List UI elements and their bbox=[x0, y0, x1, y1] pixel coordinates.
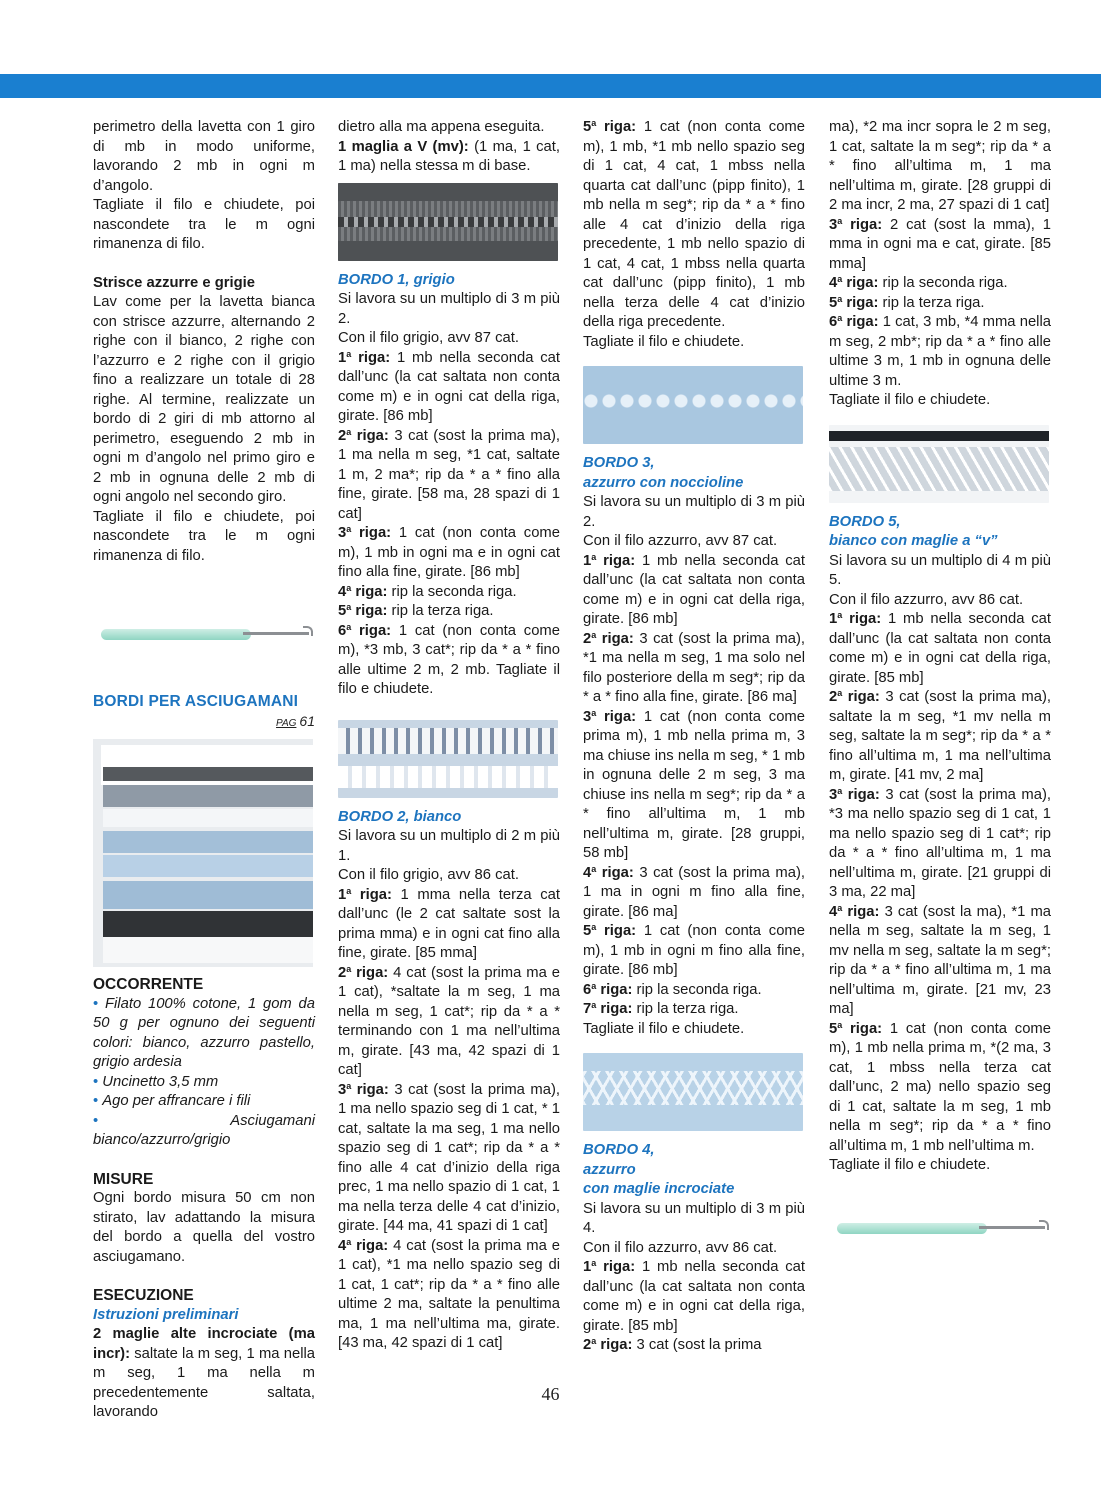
instruction-row bbox=[583, 708, 805, 864]
instruction-row bbox=[583, 1336, 805, 1356]
instruction-row bbox=[829, 274, 1051, 294]
row-label: 5$^a$ riga: bbox=[583, 922, 637, 939]
section-title: BORDI PER ASCIUGAMANI bbox=[93, 693, 299, 710]
column-2 bbox=[338, 118, 560, 1354]
bordo-4-title-1: BORDO 4, bbox=[583, 1142, 655, 1158]
misure-text: Ogni bordo misura 50 cm non stirato, lav adattando la misura del bordo a quella del vostro asciugamano. bbox=[93, 1190, 315, 1265]
row-label: 4$^a$ riga: bbox=[829, 274, 879, 291]
bordo-4-photo bbox=[583, 1053, 803, 1131]
row-label: 1$^a$ riga: bbox=[338, 885, 392, 903]
col1-intro: perimetro della lavetta con 1 giro di mb in modo uniforme, lavorando 2 mb in ogni m d’angolo. bbox=[93, 119, 315, 194]
row-text: 3 cat (sost la prima ma), 1 ma nello spazio seg di 1 cat, * 1 cat, saltate la ma seg, 1 ma nello spazio seg di 1 cat*; rip da * a * fino alle 4 cat d’inizio della riga prec, 1 ma nello spazio di 1 cat, 1 ma nella terza delle 4 cat d’inizio, girate. [44 ma, 41 spazi di 1 cat] bbox=[338, 1081, 560, 1234]
instruction-row bbox=[338, 1081, 560, 1237]
row-text: 3 cat (sost la prima ma), saltate la m seg, *1 mv nella m seg, saltate la m seg*; rip da * a * fino all’ultima m, 1 ma nell’ultima m, girate. [41 mv, 2 ma] bbox=[829, 689, 1051, 783]
col3-top-rows bbox=[583, 118, 805, 333]
bordo-1-photo bbox=[338, 183, 558, 261]
instruction-row bbox=[829, 1020, 1051, 1157]
row-text: 3 cat (sost la prima ma), *3 ma nello spazio seg di 1 cat, 1 ma nello spazio seg di 1 cat*; rip da * a * fino all’ultima m, 1 ma nell’ultima m, girate. [21 gruppi di 3 ma, 22 ma] bbox=[829, 786, 1051, 900]
bordo-4-rows bbox=[583, 1258, 805, 1356]
row-label: 4$^a$ riga: bbox=[338, 1236, 389, 1254]
row-text: 3 cat (sost la prima bbox=[632, 1337, 762, 1353]
bordo-5-title-2: bianco con maglie a “v” bbox=[829, 533, 998, 549]
row-label: 1$^a$ riga: bbox=[829, 610, 882, 627]
instruction-row bbox=[338, 349, 560, 427]
instruction-row bbox=[829, 313, 1051, 391]
row-text: rip la seconda riga. bbox=[632, 981, 762, 998]
row-text: 3 cat (sost la prima ma), 1 ma nella m seg, *1 cat, saltate 1 m, 2 ma*; rip da * a * fino alla fine, girate. [58 ma, 28 spazi di 1 cat] bbox=[338, 427, 560, 522]
row-label: 1$^a$ riga: bbox=[583, 551, 636, 569]
row-label: 4$^a$ riga: bbox=[829, 902, 880, 920]
row-text: 4 cat (sost la prima ma e 1 cat), *saltate la m seg, 1 ma nella m seg, 1 cat*; rip da * a * terminando con 1 ma nell’ultima m, girate. [43 ma, 42 spazi di 1 cat] bbox=[338, 964, 560, 1078]
col4-top-end: Tagliate il filo e chiudete. bbox=[829, 392, 991, 408]
misure-title: MISURE bbox=[93, 1170, 154, 1188]
instruction-row bbox=[829, 786, 1051, 903]
bordo-3-title-1: BORDO 3, bbox=[583, 455, 655, 471]
col1-intro-2: Tagliate il filo e chiudete, poi nascondete tra le m ogni rimanenza di filo. bbox=[93, 197, 315, 252]
bordo-5-title-1: BORDO 5, bbox=[829, 513, 901, 530]
bordo-2-yarn: Con il filo grigio, avv 86 cat. bbox=[338, 867, 519, 883]
row-text: 1 mb nella seconda cat dall’unc (la cat saltata non conta come m) e in ogni cat della riga, girate. [86 mb] bbox=[583, 552, 805, 627]
bordo-5-intro: Si lavora su un multiplo di 4 m più 5. bbox=[829, 552, 1051, 588]
row-label: 3$^a$ riga: bbox=[829, 215, 883, 233]
bordo-3-rows bbox=[583, 552, 805, 1020]
row-text: 4 cat (sost la prima ma e 1 cat), *1 ma nello spazio seg di 1 cat, 1 cat*; rip da * a * fino alle ultime 2 ma, saltate la penultima ma, 1 ma nell’ultima ma, girate. [43 ma, 42 spazi di 1 cat] bbox=[338, 1237, 560, 1351]
column-3 bbox=[583, 118, 805, 1356]
bordo-5-rows bbox=[829, 610, 1051, 1156]
instruction-row bbox=[583, 1000, 805, 1020]
row-label: 2$^a$ riga: bbox=[829, 688, 880, 705]
row-label: 4$^a$ riga: bbox=[583, 863, 634, 881]
row-label: 5$^a$ riga: bbox=[829, 293, 879, 311]
row-text: rip la seconda riga. bbox=[387, 583, 517, 600]
esecuzione-title: ESECUZIONE bbox=[93, 1287, 194, 1304]
page-reference bbox=[93, 712, 315, 734]
row-label: 3$^a$ riga: bbox=[583, 707, 637, 725]
instruction-row bbox=[338, 886, 560, 964]
instruction-row bbox=[583, 630, 805, 708]
materials-list bbox=[93, 995, 315, 1151]
bordo-4-yarn: Con il filo azzurro, avv 86 cat. bbox=[583, 1239, 778, 1256]
bordo-3-intro: Si lavora su un multiplo di 3 m più 2. bbox=[583, 494, 805, 530]
row-text: 1 cat (non conta come m), *3 mb, 3 cat*; rip da * a * fino alle ultime 2 m, 2 mb. Tagliate il filo e chiudete. bbox=[338, 622, 560, 697]
row-text: 3 cat (sost la ma), *1 ma nella m seg, saltate la m seg, 1 mv nella m seg, saltate la m seg*; rip da * a * fino all’ultima m, 1 ma nell’ultima m, girate. [21 mv, 23 ma] bbox=[829, 903, 1051, 1017]
instruction-row bbox=[338, 1237, 560, 1354]
row-label: 2$^a$ riga: bbox=[338, 963, 389, 981]
row-text: 1 cat (non conta come m), 1 mb in ogni ma e in ogni cat fino alla fine, girate. [86 mb] bbox=[338, 525, 560, 580]
pag-number: 61 bbox=[299, 712, 315, 729]
bordo-5-yarn: Con il filo azzurro, avv 86 cat. bbox=[829, 591, 1024, 608]
row-text: 1 mb nella seconda cat dall’unc (la cat saltata non conta come m) e in ogni cat della riga, girate. [85 mb] bbox=[583, 1259, 805, 1334]
row-text: 1 cat (non conta come prima m), 1 mb nella prima m, 3 ma chiuse ins nella m seg, * 1 mb in ognuna delle 2 m seg, 3 ma chiuse ins nella m seg*; rip da * a * fino all’ultima m, 1 mb nell’ultima m, girate. [28 gruppi, 58 mb] bbox=[583, 708, 805, 861]
col3-top-end: Tagliate il filo e chiudete. bbox=[583, 333, 745, 350]
list-item: • Ago per affrancare i fili bbox=[93, 1093, 251, 1109]
bordo-1-intro: Si lavora su un multiplo di 3 m più 2. bbox=[338, 291, 560, 327]
row-text: 1 mma nella terza cat dall’unc (le 2 cat saltate sost la prima mma) e in ogni cat fino alla fine, girate. [85 mma] bbox=[338, 886, 560, 961]
instruction-row bbox=[583, 1258, 805, 1336]
mv-text: 1 maglia a V (mv): (1 ma, 1 cat, 1 ma) nella stessa m di base. bbox=[338, 138, 560, 174]
row-label: 3$^a$ riga: bbox=[338, 524, 392, 541]
row-label: 6$^a$ riga: bbox=[583, 980, 633, 998]
crochet-hook-icon bbox=[829, 1206, 1049, 1246]
row-text: 1 cat, 3 mb, *4 mma nella m seg, 2 mb*; rip da * a * fino alle ultime 3 m, 1 mb in ognuna delle ultime 3 m. bbox=[829, 314, 1051, 389]
row-label: 1$^a$ riga: bbox=[583, 1258, 636, 1275]
row-label: 5$^a$ riga: bbox=[583, 118, 637, 135]
row-text: rip la terza riga. bbox=[878, 294, 985, 311]
instruction-row bbox=[338, 964, 560, 1081]
bordo-4-intro: Si lavora su un multiplo di 3 m più 4. bbox=[583, 1200, 805, 1236]
stripes-text-2: Tagliate il filo e chiudete, poi nascondete tra le m ogni rimanenza di filo. bbox=[93, 508, 315, 564]
row-text: 1 mb nella seconda cat dall’unc (la cat saltata non conta come m) e in ogni cat della riga, girate. [85 mb] bbox=[829, 611, 1051, 686]
bordo-3-yarn: Con il filo azzurro, avv 87 cat. bbox=[583, 533, 778, 549]
list-item: • Uncinetto 3,5 mm bbox=[93, 1073, 219, 1090]
instruction-row bbox=[583, 864, 805, 923]
column-1 bbox=[93, 118, 315, 1423]
pag-label: PAG bbox=[276, 717, 297, 729]
instruction-row bbox=[829, 688, 1051, 786]
stripes-text: Lav come per la lavetta bianca con strisce azzurre, alternando 2 righe con il bianco, 2 righe con l’azzurro e 2 righe con il grigio fino a realizzare un totale di 28 righe. Al termine, realizzate un bordo di 2 giri di mb attorno al perimetro, eseguendo 2 mb in ogni m d’angolo nel primo giro e 2 mb in ognuna delle 2 mb di ogni angolo nel secondo giro. bbox=[93, 294, 315, 505]
row-label: 6$^a$ riga: bbox=[338, 621, 392, 639]
istruzioni-title: Istruzioni preliminari bbox=[93, 1306, 239, 1323]
row-text: 1 cat (non conta come m), 1 mb in ogni m fino alla fine, girate. [86 mb] bbox=[583, 923, 805, 978]
col4-top-rows bbox=[829, 216, 1051, 392]
row-label: 2$^a$ riga: bbox=[583, 629, 634, 647]
row-text: 1 cat (non conta come m), 1 mb, *1 mb nello spazio seg di 1 cat, 4 cat, 1 mbss nella quarta cat dall’unc (pipp finito), 1 mb nella m seg*; rip da * a * fino alle 4 cat d’inizio della riga precedente, 1 mb nello spazio di 1 cat, 4 cat, 1 mbss nella quarta cat dall’unc (pipp finito), 1 mb nella terza delle 4 cat d’inizio della riga precedente. bbox=[583, 119, 805, 330]
instruction-row bbox=[338, 427, 560, 525]
bordo-3-photo bbox=[583, 366, 803, 444]
towels-photo bbox=[93, 739, 313, 967]
bordo-3-title-2: azzurro con noccioline bbox=[583, 474, 744, 491]
bordo-5-end: Tagliate il filo e chiudete. bbox=[829, 1157, 991, 1173]
page-number: 46 bbox=[541, 1384, 560, 1404]
row-text: 3 cat (sost la prima ma), 1 ma in ogni m fino alla fine, girate. [86 ma] bbox=[583, 864, 805, 920]
list-item: • Asciugamani bianco/azzurro/grigio bbox=[93, 1112, 315, 1148]
instruction-row bbox=[829, 903, 1051, 1020]
instruction-row bbox=[338, 622, 560, 700]
bordo-1-rows bbox=[338, 349, 560, 700]
instruction-row bbox=[583, 118, 805, 333]
instruction-row bbox=[583, 981, 805, 1001]
row-label: 7$^a$ riga: bbox=[583, 1000, 633, 1017]
row-text: 1 cat (non conta come m), 1 mb nella prima m, *(2 ma, 3 cat, 1 mbss nella terza cat dall’unc, 2 ma) nello spazio seg di 1 cat, saltate la m seg, 1 mb nella m seg*; rip da * a * fino all’ultima m, 1 mb nell’ultima m. bbox=[829, 1020, 1051, 1154]
row-label: 5$^a$ riga: bbox=[338, 602, 388, 619]
bordo-2-intro: Si lavora su un multiplo di 2 m più 1. bbox=[338, 828, 560, 864]
instruction-row bbox=[583, 922, 805, 981]
header-bar bbox=[0, 74, 1101, 98]
row-text: 3 cat (sost la prima ma), *1 ma nella m seg, 1 ma solo nel filo posteriore della m seg*; rip da * a * fino alla fine, girate. [86 ma] bbox=[583, 630, 805, 705]
row-label: 3$^a$ riga: bbox=[338, 1080, 389, 1098]
row-text: 2 cat (sost la mma), 1 mma in ogni ma e cat, girate. [85 mma] bbox=[829, 216, 1051, 272]
col2-intro: dietro alla ma appena eseguita. bbox=[338, 119, 545, 135]
row-text: rip la terza riga. bbox=[632, 1001, 739, 1017]
instruction-row bbox=[829, 610, 1051, 688]
bordo-1-yarn: Con il filo grigio, avv 87 cat. bbox=[338, 330, 519, 346]
stripes-title: Strisce azzurre e grigie bbox=[93, 274, 256, 291]
column-4 bbox=[829, 118, 1051, 1286]
instruction-row bbox=[338, 524, 560, 583]
row-label: 3$^a$ riga: bbox=[829, 785, 880, 803]
row-label: 2$^a$ riga: bbox=[338, 426, 389, 444]
bordo-2-photo bbox=[338, 720, 558, 798]
row-text: 1 mb nella seconda cat dall’unc (la cat saltata non conta come m) e in ogni cat della riga, girate. [86 mb] bbox=[338, 349, 560, 424]
bordo-4-title-3: con maglie incrociate bbox=[583, 1181, 735, 1197]
row-label: 5$^a$ riga: bbox=[829, 1019, 883, 1037]
col4-top-text: ma), *2 ma incr sopra le 2 m seg, 1 cat, saltate la m seg*; rip da * a * fino all’ultima m, 1 ma nell’ultima m, girate. [28 gruppi di 2 ma incr, 2 ma, 27 spazi di 1 cat] bbox=[829, 119, 1051, 213]
occorrente-title: OCCORRENTE bbox=[93, 976, 204, 993]
row-text: rip la seconda riga. bbox=[878, 275, 1008, 291]
crochet-hook-icon bbox=[93, 612, 313, 652]
instruction-row bbox=[338, 583, 560, 603]
list-item: • Filato 100% cotone, 1 gom da 50 g per ognuno dei seguenti colori: bianco, azzurro pastello, grigio ardesia bbox=[93, 995, 316, 1070]
bordo-4-title-2: azzurro bbox=[583, 1161, 636, 1178]
bordo-1-title: BORDO 1, grigio bbox=[338, 271, 455, 288]
row-label: 6$^a$ riga: bbox=[829, 313, 879, 330]
instruction-row bbox=[583, 552, 805, 630]
bordo-5-photo bbox=[829, 425, 1049, 503]
row-label: 1$^a$ riga: bbox=[338, 348, 391, 366]
bordo-2-rows bbox=[338, 886, 560, 1354]
instruction-row bbox=[829, 216, 1051, 275]
instruction-row bbox=[829, 294, 1051, 314]
two-maglie-text: 2 maglie alte incrociate (ma incr): saltate la m seg, 1 ma nella m seg, 1 ma nella m precedentemente saltata, lavorando bbox=[93, 1326, 315, 1420]
row-label: 2$^a$ riga: bbox=[583, 1336, 633, 1353]
row-text: rip la terza riga. bbox=[387, 603, 494, 619]
instruction-row bbox=[338, 602, 560, 622]
bordo-2-title: BORDO 2, bianco bbox=[338, 808, 462, 825]
bordo-3-end: Tagliate il filo e chiudete. bbox=[583, 1020, 745, 1037]
row-label: 4$^a$ riga: bbox=[338, 582, 388, 600]
